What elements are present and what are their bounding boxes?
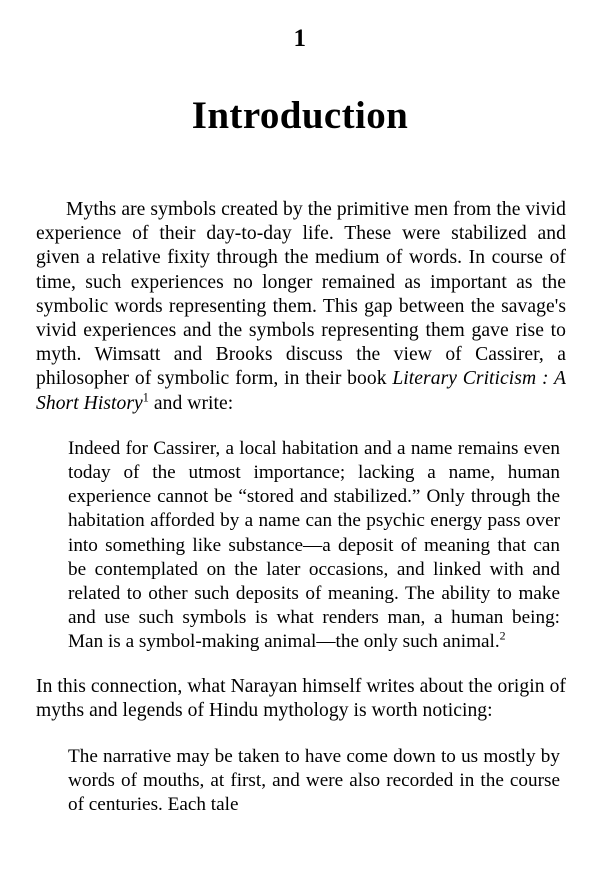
- block-quote-1-text: Indeed for Cassirer, a local habitation and a name remains even today of the utmost importance; lacking a name, human experience cannot be “stored and stabilized.” Only through the habitation afforded by a name can the psychic energy pass over into something like substance—a deposit of meaning that can be contemplated on the later occasions, and linked with and related to other such deposits of meaning. The ability to make and use such symbols is what renders man, a human being: Man is a symbol-making animal—the only such animal.: [68, 437, 560, 653]
- spacer: [36, 655, 566, 675]
- paragraph-1-lead-text: Myths are symbols created by the primitive men from the vivid experience of their day-to-day life. These were stabilized and given a relative fixity through the medium of words. In course of time, such experiences no longer remained as important as the symbolic words representing them. This gap between the savage's vivid experiences and the symbols representing them gave rise to myth. Wimsatt and Brooks discuss the view of Cassirer, a philosopher of symbolic form, in their book: [36, 199, 566, 390]
- paragraph-1-tail-text: and write:: [148, 392, 234, 414]
- footnote-marker-1: 1: [142, 390, 149, 405]
- paragraph-2: In this connection, what Narayan himself writes about the origin of myths and legends of Hindu mythology is worth noticing:: [36, 675, 566, 721]
- book-title-italic: Literary Criticism : A Short History: [36, 368, 566, 414]
- block-quote-2: The narrative may be taken to have come down to us mostly by words of mouths, at first, and were also recorded in the course of centuries. Each tale: [68, 746, 560, 816]
- page-title: Introduction: [191, 94, 409, 137]
- body-column: [36, 198, 566, 818]
- chapter-number: 1: [293, 25, 307, 52]
- paragraph-1: [36, 198, 566, 416]
- block-quote-1: [36, 437, 566, 655]
- footnote-marker-2: 2: [499, 629, 506, 644]
- spacer: [36, 723, 566, 745]
- spacer: [36, 416, 566, 437]
